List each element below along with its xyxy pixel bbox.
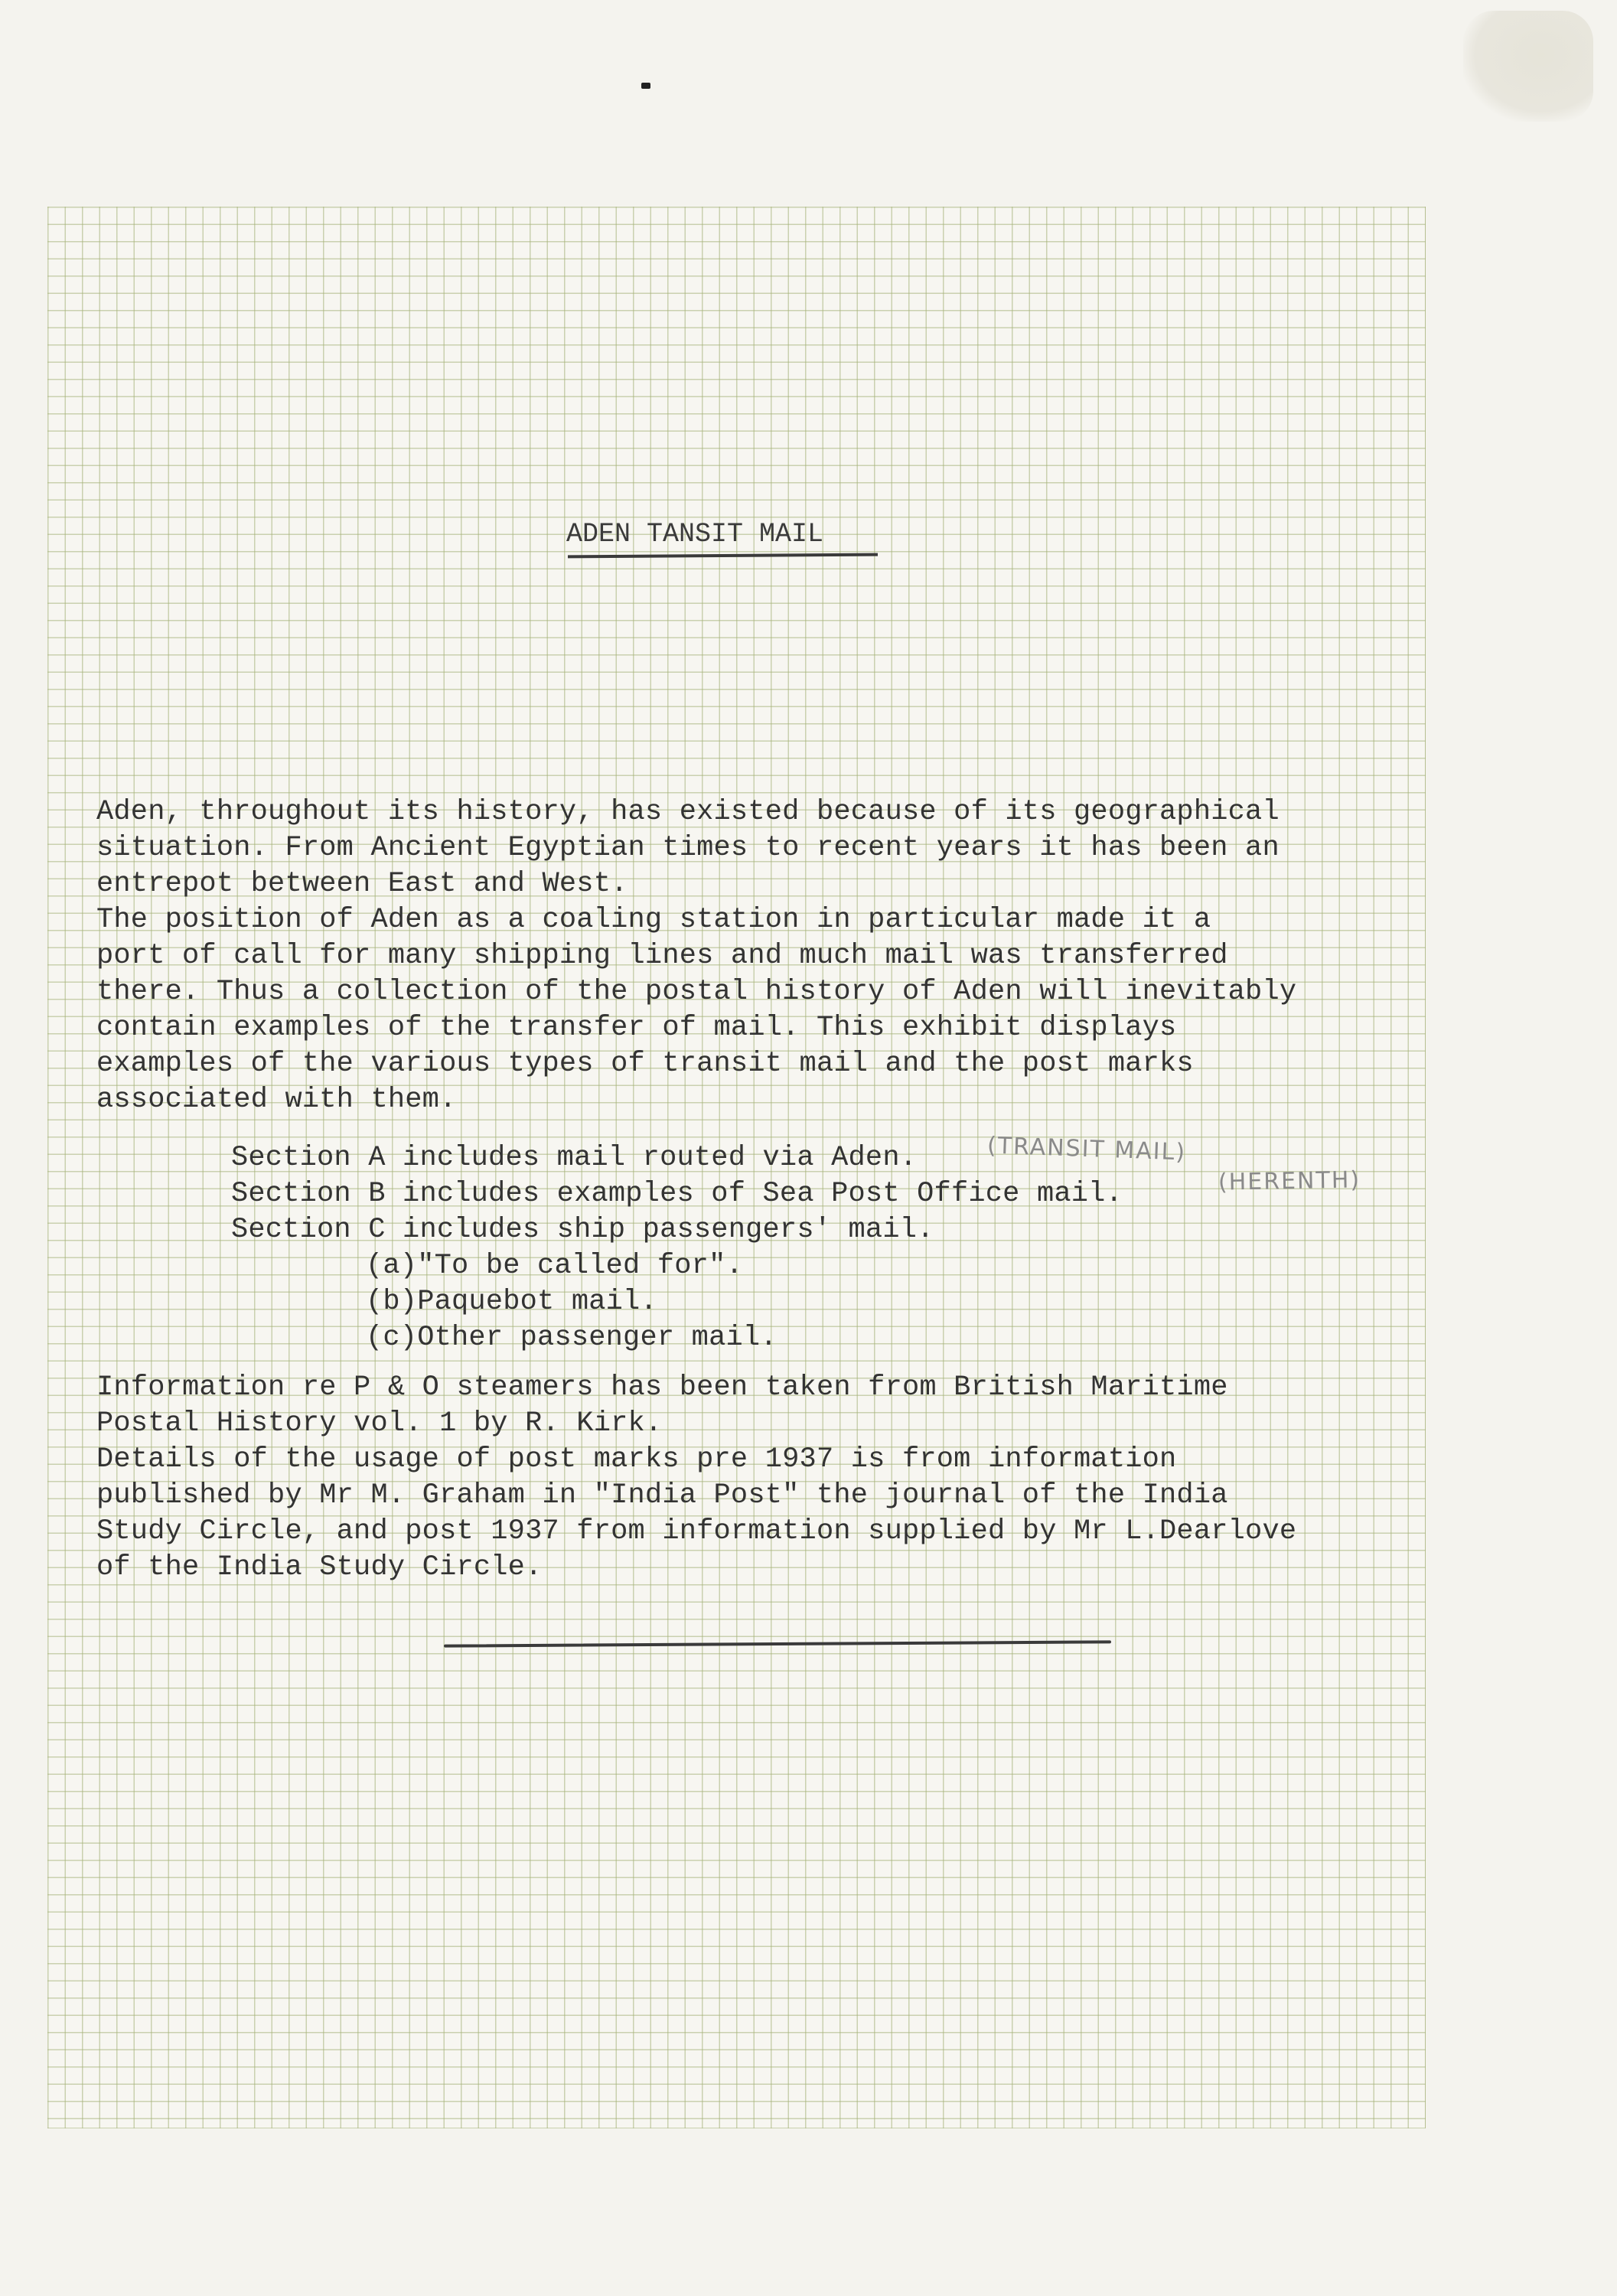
text-line: entrepot between East and West.: [96, 868, 628, 900]
text-line: Study Circle, and post 1937 from information supplied by Mr L.Dearlove: [96, 1515, 1297, 1548]
pencil-note-transit-mail: (TRANSIT MAIL): [986, 1132, 1187, 1166]
pencil-note-herenth: (HERENTH): [1218, 1166, 1361, 1196]
section-b-line: Section B includes examples of Sea Post Office mail.: [231, 1178, 1123, 1210]
text-line: Postal History vol. 1 by R. Kirk.: [96, 1407, 663, 1440]
text-line: there. Thus a collection of the postal history of Aden will inevitably: [96, 976, 1297, 1008]
text-line: The position of Aden as a coaling station in particular made it a: [96, 904, 1211, 936]
text-line: published by Mr M. Graham in "India Post" the journal of the India: [96, 1479, 1228, 1512]
text-line: contain examples of the transfer of mail. This exhibit displays: [96, 1012, 1177, 1044]
text-line: port of call for many shipping lines and much mail was transferred: [96, 940, 1228, 972]
document-title: ADEN TANSIT MAIL: [566, 519, 824, 550]
text-line: of the India Study Circle.: [96, 1551, 543, 1583]
text-line: Details of the usage of post marks pre 1937 is from information: [96, 1443, 1177, 1476]
section-c-line: Section C includes ship passengers' mail.: [231, 1214, 934, 1246]
corner-stain: [1463, 11, 1593, 122]
subsection-b-line: (b)Paquebot mail.: [366, 1286, 657, 1318]
text-line: Information re P & O steamers has been taken from British Maritime: [96, 1371, 1228, 1404]
text-line: associated with them.: [96, 1084, 457, 1116]
subsection-c-line: (c)Other passenger mail.: [366, 1322, 778, 1354]
section-a-line: Section A includes mail routed via Aden.: [231, 1142, 918, 1174]
subsection-a-line: (a)"To be called for".: [366, 1250, 743, 1282]
text-line: situation. From Ancient Egyptian times to recent years it has been an: [96, 832, 1280, 864]
text-line: examples of the various types of transit mail and the post marks: [96, 1048, 1194, 1080]
ink-mark: [641, 83, 650, 89]
text-line: Aden, throughout its history, has existed because of its geographical: [96, 796, 1280, 828]
